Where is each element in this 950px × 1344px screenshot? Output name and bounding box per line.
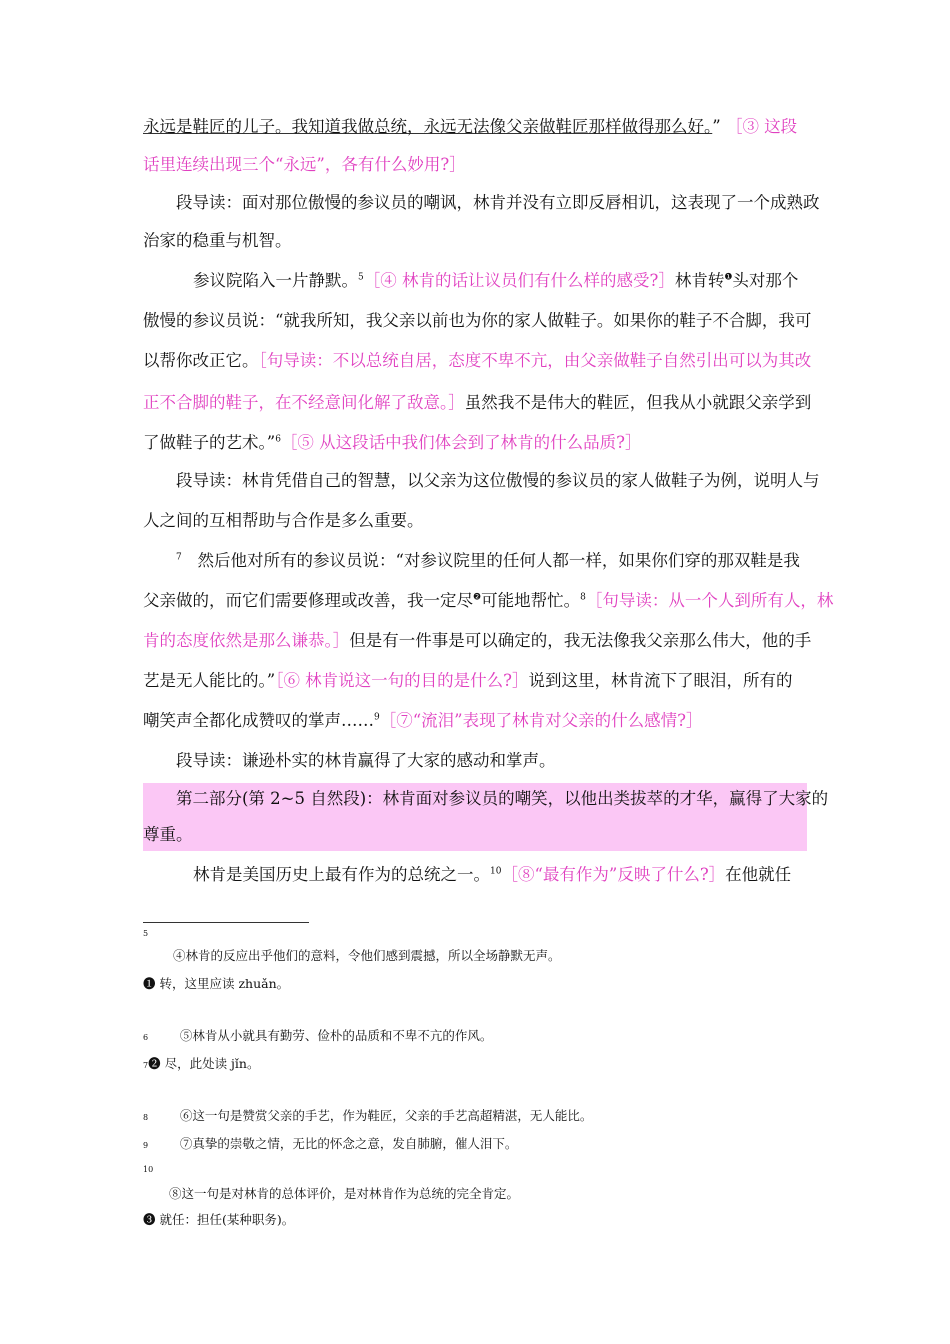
section-summary: 尊重。 — [143, 825, 193, 844]
footnote-ref: 10 — [490, 866, 502, 877]
annotation-line: 话里连续出现三个“永远”，各有什么妙用?］ — [143, 155, 466, 174]
footnote-a: ❶ 转，这里应读 zhuǎn。 — [143, 976, 290, 991]
footnote-number: 5 — [143, 929, 149, 938]
paragraph-guide: 段导读：林肯凭借自己的智慧，以父亲为这位傲慢的参议员的家人做鞋子为例，说明人与 — [176, 471, 820, 490]
section-summary: 第二部分(第 2~5 自然段)：林肯面对参议员的嘲笑，以他出类拔萃的才华，赢得了大家的 — [176, 789, 829, 808]
sentence-guide: ［句导读：不以总统自居，态度不卑不亢，由父亲做鞋子自然引出可以为其改 — [258, 351, 812, 370]
footnote-9: 9 ⑦真挚的崇敬之情，无比的怀念之意，发自肺腑，催人泪下。 — [143, 1136, 518, 1151]
annotation: ［④ 林肯的话让议员们有什么样的感受?］ — [363, 271, 675, 290]
text-line-1: 永远是鞋匠的儿子。我知道我做总统，永远无法像父亲做鞋匠那样做得那么好。” ［③ 这段 — [143, 117, 798, 136]
footnote-10: ⑧这一句是对林肯的总体评价，是对林肯作为总统的完全肯定。 — [169, 1186, 520, 1201]
annotation: ［⑦“流泪”表现了林肯对父亲的什么感情?］ — [379, 711, 703, 730]
footnote-5: ④林肯的反应出乎他们的意料，令他们感到震撼，所以全场静默无声。 — [173, 948, 561, 963]
footnote-ref: 8 — [580, 592, 586, 603]
footnote-ref: 9 — [374, 712, 380, 723]
footnote-c: ❸ 就任：担任(某种职务)。 — [143, 1212, 295, 1227]
sentence-guide: 肯的态度依然是那么谦恭。］ — [143, 631, 350, 650]
footnote-8: 8 ⑥这一句是赞赏父亲的手艺，作为鞋匠，父亲的手艺高超精湛，无人能比。 — [143, 1108, 593, 1123]
text-line: 正不合脚的鞋子，在不经意间化解了敌意。］虽然我不是伟大的鞋匠，但我从小就跟父亲学到 — [143, 393, 812, 412]
sentence-guide: ［句导读：从一个人到所有人，林 — [585, 591, 834, 610]
footnote-number: 10 — [143, 1165, 154, 1174]
paragraph-guide: 段导读：面对那位傲慢的参议员的嘲讽，林肯并没有立即反唇相讥，这表现了一个成熟政 — [176, 193, 820, 212]
footnote-ref: 5 — [358, 272, 364, 283]
annotation: ［⑤ 从这段话中我们体会到了林肯的什么品质?］ — [280, 433, 642, 452]
annotation: ［⑧“最有作为”反映了什么?］ — [501, 865, 726, 884]
text-line: 林肯是美国历史上最有作为的总统之一。$^{10}$［⑧“最有作为”反映了什么?］在他就任 — [193, 865, 792, 884]
text-line: 肯的态度依然是那么谦恭。］但是有一件事是可以确定的，我无法像我父亲那么伟大，他的手 — [143, 631, 812, 650]
text-line: 嘲笑声全都化成赞叹的掌声……$^9$［⑦“流泪”表现了林肯对父亲的什么感情?］ — [143, 711, 703, 730]
footnote-7: 7❷ 尽，此处读 jǐn。 — [143, 1056, 260, 1071]
text-line: 参议院陷入一片静默。$^5$［④ 林肯的话让议员们有什么样的感受?］林肯转$^❶$头对那个 — [193, 271, 799, 290]
text-line: 了做鞋子的艺术。”$^6$［⑤ 从这段话中我们体会到了林肯的什么品质?］ — [143, 433, 642, 452]
annotation: ［③ 这段 — [725, 117, 798, 136]
text-line: 艺是无人能比的。”［⑥ 林肯说这一句的目的是什么?］说到这里，林肯流下了眼泪，所有的 — [143, 671, 793, 690]
text-line: 以帮你改正它。［句导读：不以总统自居，态度不卑不亢，由父亲做鞋子自然引出可以为其改 — [143, 351, 812, 370]
paragraph-guide: 段导读：谦逊朴实的林肯赢得了大家的感动和掌声。 — [176, 751, 556, 770]
sentence-guide: 正不合脚的鞋子，在不经意间化解了敌意。］ — [143, 393, 465, 412]
note-marker-icon: ❶ — [724, 272, 733, 283]
text-line: 傲慢的参议员说：“就我所知，我父亲以前也为你的家人做鞋子。如果你的鞋子不合脚，我可 — [143, 311, 812, 330]
text-line: 父亲做的，而它们需要修理或改善，我一定尽$^❷$可能地帮忙。$^8$［句导读：从一个人到所有人，林 — [143, 591, 834, 610]
footnote-ref: 6 — [275, 434, 281, 445]
note-marker-icon: ❷ — [473, 592, 482, 603]
paragraph-number: 7 — [176, 552, 182, 563]
text-line: 人之间的互相帮助与合作是多么重要。 — [143, 511, 424, 530]
text-line: 治家的稳重与机智。 — [143, 231, 292, 250]
text-line: $^7$ 然后他对所有的参议员说：“对参议院里的任何人都一样，如果你们穿的那双鞋是我 — [176, 551, 800, 570]
annotation: ［⑥ 林肯说这一句的目的是什么?］ — [275, 671, 529, 690]
footnote-6: 6 ⑤林肯从小就具有勤劳、俭朴的品质和不卑不亢的作风。 — [143, 1028, 493, 1043]
